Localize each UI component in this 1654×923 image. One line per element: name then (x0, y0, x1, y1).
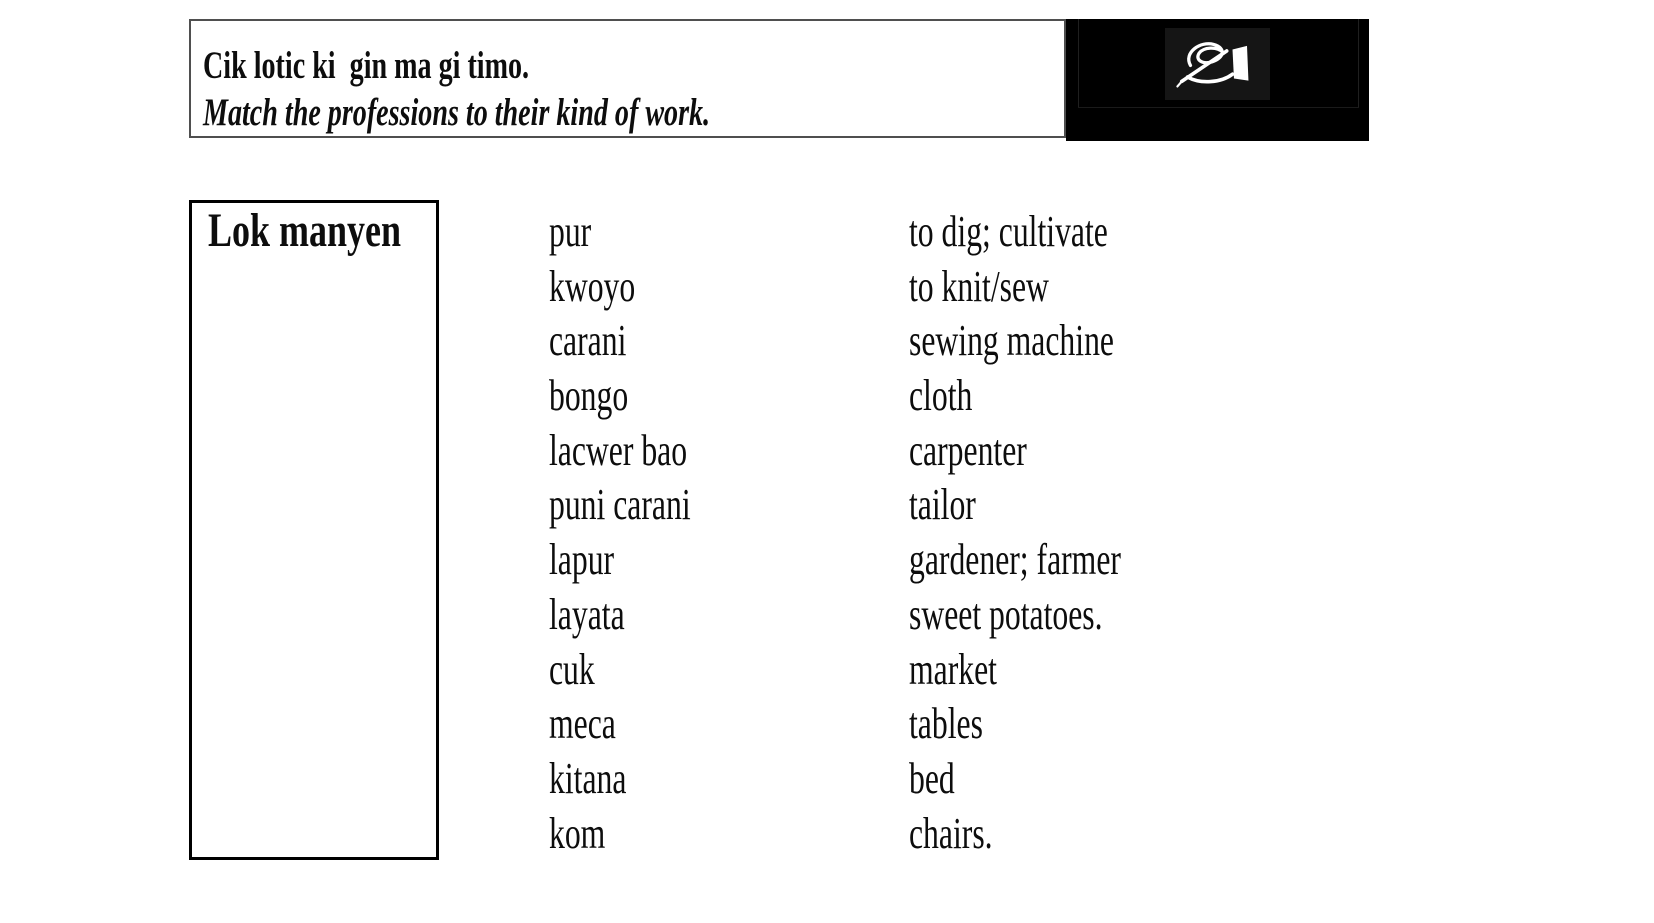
clipart-banner (1066, 19, 1369, 141)
term-text: bongo (549, 371, 629, 421)
match-row (0, 807, 1654, 862)
word-bank-label: Lok manyen (208, 204, 402, 257)
banner-seam (1078, 107, 1359, 108)
term-text: lacwer bao (549, 425, 688, 475)
term-text: kitana (549, 753, 627, 803)
definition-text: sweet potatoes. (909, 589, 1103, 639)
banner-seam (1358, 19, 1359, 107)
instruction-acholi: Cik lotic ki gin ma gi timo. (203, 44, 530, 87)
match-row (0, 752, 1654, 807)
definition-text: tailor (909, 480, 976, 530)
definition-text: to knit/sew (909, 261, 1049, 311)
instruction-box (189, 19, 1066, 138)
term-text: lapur (549, 535, 615, 585)
match-row (0, 643, 1654, 698)
definition-text: tables (909, 699, 983, 749)
definition-text: gardener; farmer (909, 535, 1121, 585)
term-text: carani (549, 316, 627, 366)
match-row (0, 314, 1654, 369)
match-row (0, 533, 1654, 588)
icon-patch (1165, 28, 1270, 100)
match-row (0, 588, 1654, 643)
definition-text: cloth (909, 371, 973, 421)
match-list (0, 205, 1654, 861)
definition-text: to dig; cultivate (909, 207, 1108, 256)
term-text: cuk (549, 644, 595, 694)
definition-text: sewing machine (909, 316, 1114, 366)
match-row (0, 369, 1654, 424)
term-text: pur (549, 207, 592, 256)
banner-seam (1078, 19, 1079, 107)
term-text: meca (549, 699, 616, 749)
definition-text: market (909, 644, 997, 694)
definition-text: carpenter (909, 425, 1027, 475)
term-text: layata (549, 589, 625, 639)
definition-text: bed (909, 753, 955, 803)
match-row (0, 697, 1654, 752)
match-row (0, 205, 1654, 260)
match-row (0, 260, 1654, 315)
term-text: kwoyo (549, 261, 636, 311)
instruction-english: Match the professions to their kind of work. (203, 91, 711, 134)
match-row (0, 424, 1654, 479)
term-text: kom (549, 808, 606, 858)
match-row (0, 478, 1654, 533)
writing-hand-icon (1173, 35, 1263, 93)
definition-text: chairs. (909, 808, 993, 858)
term-text: puni carani (549, 480, 691, 530)
